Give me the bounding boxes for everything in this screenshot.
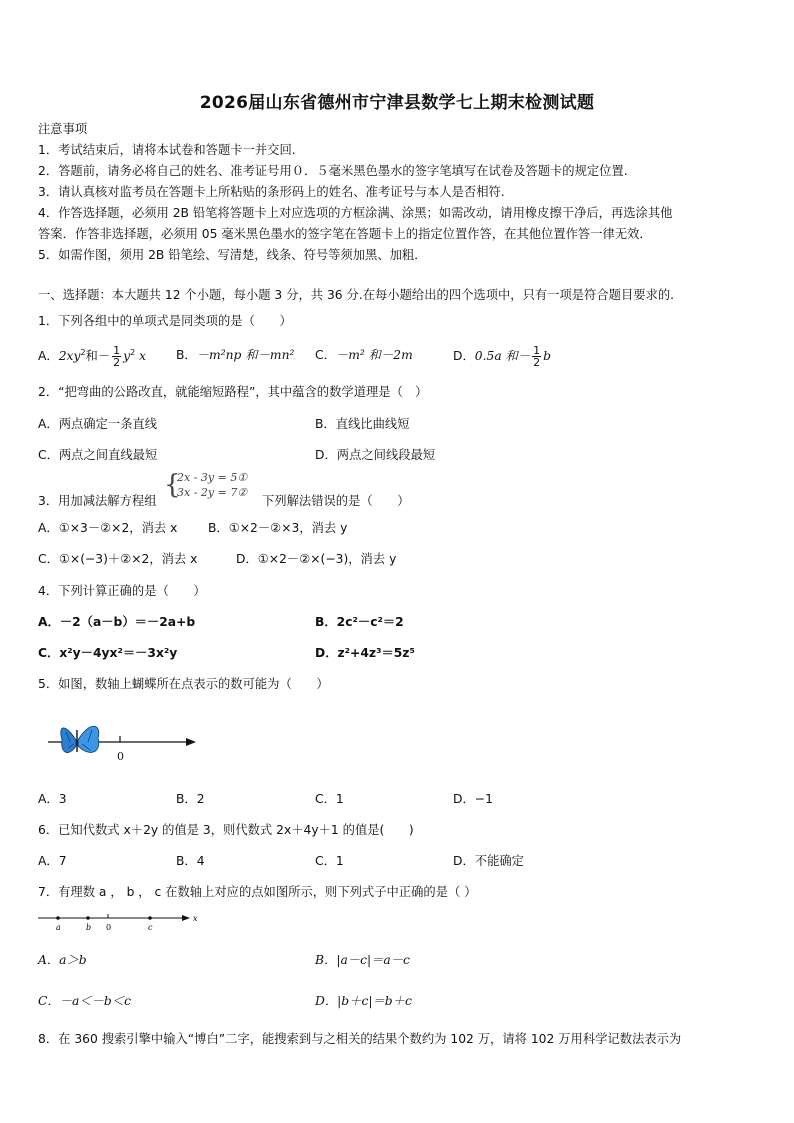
q6-option-a: A．7: [38, 854, 67, 868]
q7-number-line: [38, 908, 208, 936]
question-5-stem: 5．如图，数轴上蝴蝶所在点表示的数可能为（ ）: [38, 677, 329, 691]
q7-option-c: C．－a＜－b＜c: [38, 994, 131, 1008]
page-title: 2026届山东省德州市宁津县数学七上期末检测试题: [199, 93, 595, 113]
q4-option-a: A．－2（a－b）＝－2a+b: [38, 615, 196, 629]
axis-label-b: b: [86, 923, 92, 932]
q2-option-d: D．两点之间线段最短: [315, 448, 436, 462]
q5-option-d: D．−1: [453, 792, 493, 806]
zero-label: 0: [117, 750, 124, 763]
question-2-stem: 2．“把弯曲的公路改直，就能缩短路程”，其中蕴含的数学道理是（ ）: [38, 385, 428, 399]
question-3-stem-pre: 3．用加减法解方程组: [38, 494, 157, 508]
notice-item: 1．考试结束后，请将本试卷和答题卡一并交回.: [38, 143, 296, 157]
q5-option-b: B．2: [176, 792, 205, 806]
q3-option-a: A．①×3－②×2，消去 x: [38, 521, 178, 535]
q6-option-c: C．1: [315, 854, 344, 868]
q6-option-b: B．4: [176, 854, 205, 868]
q2-option-b: B．直线比曲线短: [315, 417, 410, 431]
q5-option-a: A．3: [38, 792, 67, 806]
question-8-stem: 8．在 360 搜索引擎中输入“博白”二字，能搜索到与之相关的结果个数约为 102 万，请将 102 万用科学记数法表示为: [38, 1032, 682, 1046]
equation-system: [177, 470, 247, 500]
q4-option-c: C．x²y－4yx²＝－3x²y: [38, 646, 178, 660]
q3-option-b: B．①×2－②×3，消去 y: [208, 521, 348, 535]
axis-label-zero: 0: [106, 923, 112, 932]
notice-item: 2．答题前，请务必将自己的姓名、准考证号用０．５毫米黑色墨水的签字笔填写在试卷及答题卡的规定位置.: [38, 164, 628, 178]
q1-option-a: A．$2xy^2$和－ $\frac{1}{2}$ $y^2$ x: [38, 344, 147, 370]
q6-option-d: D．不能确定: [453, 854, 524, 868]
q2-option-c: C．两点之间直线最短: [38, 448, 158, 462]
question-6-stem: 6．已知代数式 x＋2y 的值是 3，则代数式 2x＋4y＋1 的值是( ): [38, 823, 414, 837]
q1-option-b: B．－m²np 和－mn²: [176, 348, 295, 362]
section-heading: 一、选择题：本大题共 12 个小题，每小题 3 分，共 36 分.在每小题给出的四个选项中，只有一项是符合题目要求的.: [38, 288, 675, 302]
question-1-stem: 1．下列各组中的单项式是同类项的是（ ）: [38, 314, 292, 328]
notice-item: 5．如需作图，须用 2B 铅笔绘、写清楚，线条、符号等须加黑、加粗．: [38, 248, 427, 262]
axis-label-c: c: [148, 923, 153, 932]
axis-label-x: x: [193, 914, 198, 923]
q4-option-d: D．z²+4z³＝5z⁵: [315, 646, 415, 660]
q5-option-c: C．1: [315, 792, 344, 806]
question-3-stem-post: 下列解法错误的是（ ）: [262, 494, 410, 508]
q7-option-a: A．a＞b: [38, 953, 87, 967]
q4-option-b: B．2c²－c²＝2: [315, 615, 404, 629]
notice-item: 答案．作答非选择题，必须用 05 毫米黑色墨水的签字笔在答题卡上的指定位置作答，在其他位置作答一律无效．: [38, 227, 652, 241]
notice-item: 4．作答选择题，必须用 2B 铅笔将答题卡上对应选项的方框涂满、涂黑；如需改动，请用橡皮擦干净后，再选涂其他: [38, 206, 673, 220]
equation-1: 2x - 3y = 5①: [177, 471, 248, 484]
question-4-stem: 4．下列计算正确的是（ ）: [38, 584, 206, 598]
q5-number-line: [40, 718, 210, 768]
notice-item: 3．请认真核对监考员在答题卡上所粘贴的条形码上的姓名、准考证号与本人是否相符.: [38, 185, 505, 199]
q7-option-b: B．|a－c|＝a－c: [315, 953, 410, 967]
axis-label-a: a: [56, 923, 61, 932]
equation-brace: {: [164, 470, 181, 500]
q3-option-c: C．①×(−3)＋②×2，消去 x: [38, 552, 198, 566]
butterfly-icon: [61, 726, 99, 752]
question-7-stem: 7．有理数 a ， b ， c 在数轴上对应的点如图所示，则下列式子中正确的是（ ）: [38, 885, 477, 899]
q1-option-c: C．－m² 和－2m: [315, 348, 413, 362]
q7-option-d: D．|b＋c|＝b＋c: [315, 994, 412, 1008]
q2-option-a: A．两点确定一条直线: [38, 417, 158, 431]
q1-option-d: D．0.5a 和－ $\frac{1}{2}$ b: [453, 344, 552, 369]
q3-option-d: D．①×2－②×(−3)，消去 y: [236, 552, 397, 566]
equation-2: 3x - 2y = 7②: [177, 486, 248, 499]
notice-heading: 注意事项: [38, 122, 88, 136]
